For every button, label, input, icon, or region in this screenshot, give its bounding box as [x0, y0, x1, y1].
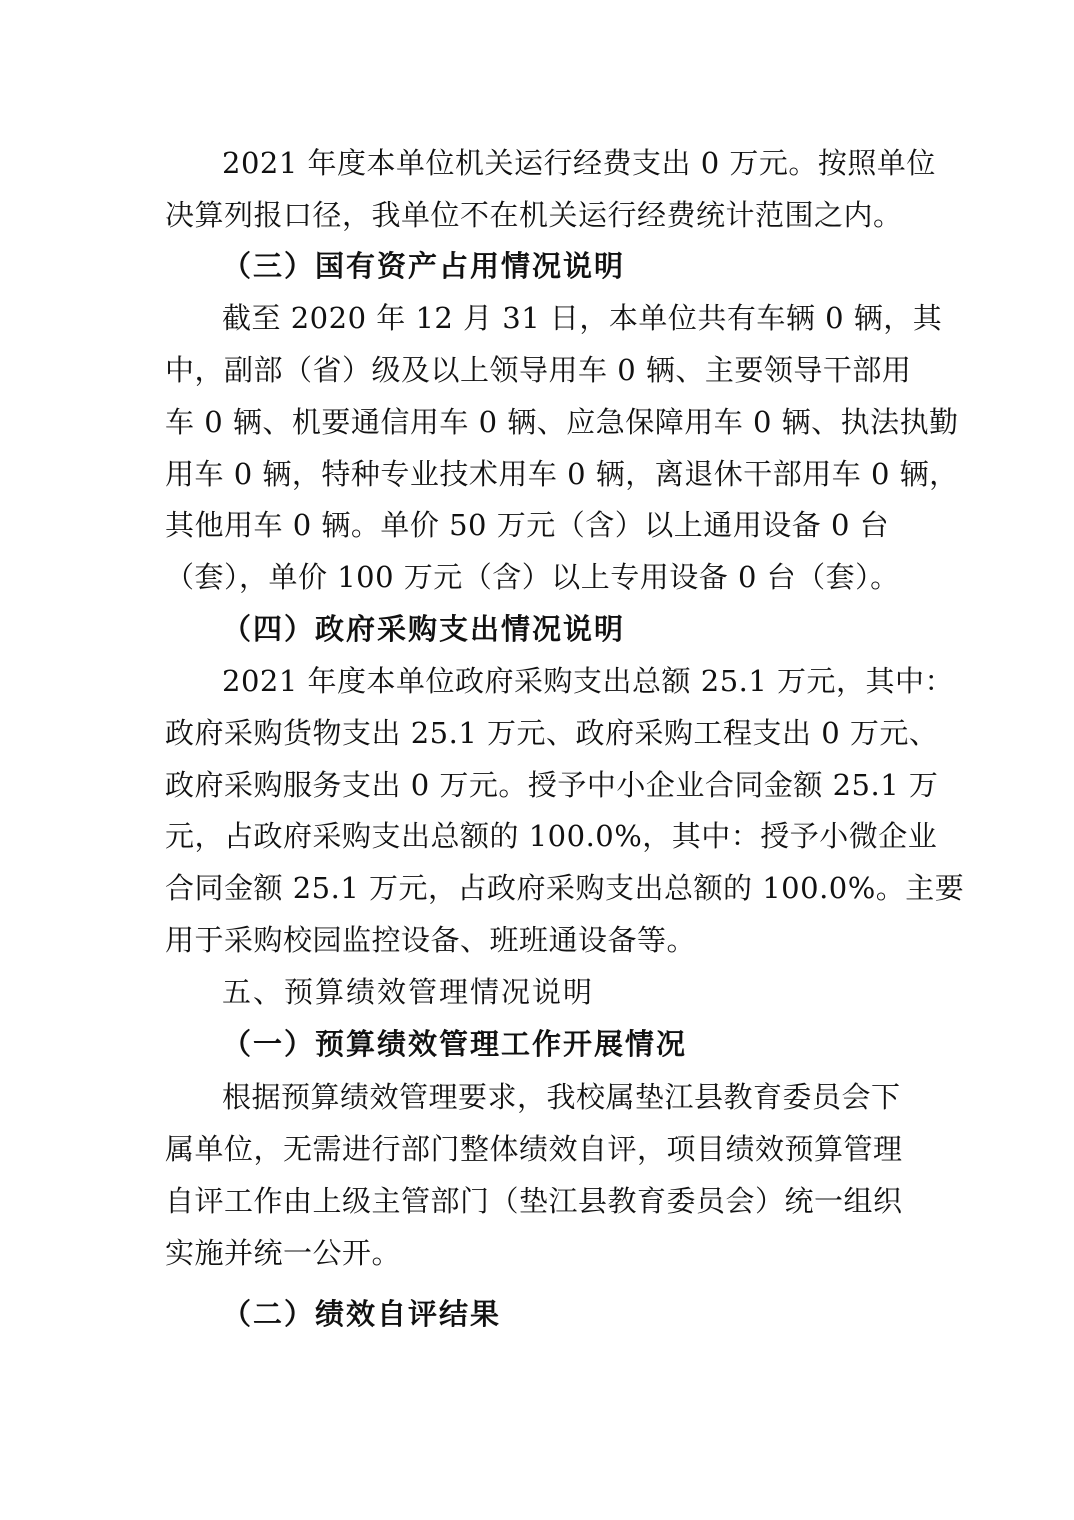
- paragraph-line: 车 0 辆、机要通信用车 0 辆、应急保障用车 0 辆、执法执勤: [165, 405, 959, 439]
- section-heading-results: （二）绩效自评结果: [222, 1297, 502, 1331]
- paragraph-line: 根据预算绩效管理要求，我校属垫江县教育委员会下: [222, 1080, 901, 1114]
- paragraph-line: 中，副部（省）级及以上领导用车 0 辆、主要领导干部用: [165, 353, 912, 387]
- paragraph-line: 2021 年度本单位政府采购支出总额 25.1 万元，其中：: [222, 664, 955, 698]
- chapter-heading-performance: 五、预算绩效管理情况说明: [222, 975, 595, 1009]
- paragraph-line: 截至 2020 年 12 月 31 日，本单位共有车辆 0 辆，其: [222, 301, 943, 335]
- paragraph-line: 用车 0 辆，特种专业技术用车 0 辆，离退休干部用车 0 辆，: [165, 457, 959, 491]
- paragraph-line: 合同金额 25.1 万元，占政府采购支出总额的 100.0%。主要: [165, 871, 965, 905]
- paragraph-line: 元，占政府采购支出总额的 100.0%，其中：授予小微企业: [165, 819, 938, 853]
- paragraph-line: 自评工作由上级主管部门（垫江县教育委员会）统一组织: [165, 1184, 903, 1218]
- paragraph-line: （套），单价 100 万元（含）以上专用设备 0 台（套）。: [165, 560, 900, 594]
- paragraph-line: 其他用车 0 辆。单价 50 万元（含）以上通用设备 0 台: [165, 508, 890, 542]
- paragraph-line: 政府采购服务支出 0 万元。授予中小企业合同金额 25.1 万: [165, 768, 939, 802]
- section-heading-procurement: （四）政府采购支出情况说明: [222, 612, 626, 646]
- paragraph-line: 决算列报口径，我单位不在机关运行经费统计范围之内。: [165, 198, 903, 232]
- section-heading-work: （一）预算绩效管理工作开展情况: [222, 1027, 688, 1061]
- paragraph-line: 实施并统一公开。: [165, 1236, 402, 1270]
- paragraph-line: 2021 年度本单位机关运行经费支出 0 万元。按照单位: [222, 146, 936, 180]
- paragraph-line: 用于采购校园监控设备、班班通设备等。: [165, 923, 697, 957]
- section-heading-assets: （三）国有资产占用情况说明: [222, 249, 626, 283]
- paragraph-line: 政府采购货物支出 25.1 万元、政府采购工程支出 0 万元、: [165, 716, 939, 750]
- paragraph-line: 属单位，无需进行部门整体绩效自评，项目绩效预算管理: [165, 1132, 903, 1166]
